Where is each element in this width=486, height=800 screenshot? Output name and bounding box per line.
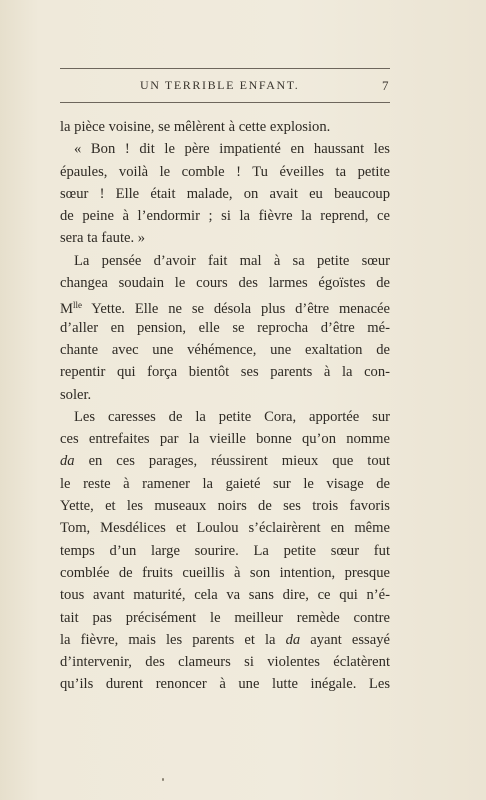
text-line — [60, 317, 390, 339]
italic-word: da — [60, 453, 75, 470]
text-line — [60, 294, 390, 316]
italic-word: da — [285, 631, 301, 648]
body-text — [60, 116, 390, 696]
text-line — [60, 607, 390, 629]
text-segment: épaules, voilà le comble ! Tu éveilles ta petite — [60, 163, 390, 180]
text-line — [60, 495, 390, 517]
text-segment: repentir qui força bientôt ses parents à la con- — [60, 364, 390, 381]
text-segment: comblée de fruits cueillis à son intention, presque — [60, 564, 390, 581]
text-line — [60, 540, 390, 562]
text-line — [60, 361, 390, 383]
text-segment: la pièce voisine, se mêlèrent à cette explosion. — [60, 119, 331, 135]
text-segment: en ces parages, réussirent mieux que tout — [74, 453, 390, 470]
text-line — [60, 428, 390, 450]
text-segment: d’aller en pension, elle se reprocha d’être mé- — [60, 319, 390, 336]
text-segment: Les caresses de la petite Cora, apportée sur — [74, 408, 390, 425]
running-head-title: UN TERRIBLE ENFANT. — [140, 78, 300, 92]
paper-speck — [162, 778, 164, 781]
text-line — [60, 161, 390, 183]
superscript-abbreviation: lle — [72, 300, 82, 311]
text-line — [60, 227, 390, 249]
text-segment: soler. — [60, 386, 92, 403]
text-line — [60, 116, 390, 138]
text-line — [60, 450, 390, 472]
text-line — [60, 673, 390, 695]
text-segment: tait pas précisément le meilleur remède contre — [60, 609, 390, 626]
text-segment: « Bon ! dit le père impatienté en haussant les — [74, 141, 390, 158]
text-segment: de peine à l’endormir ; si la fièvre la reprend, ce — [60, 208, 390, 225]
text-segment: M — [60, 301, 73, 318]
text-line — [60, 339, 390, 361]
text-line — [60, 562, 390, 584]
text-segment: sera ta faute. » — [60, 230, 146, 247]
text-line — [60, 517, 390, 539]
text-segment: d’intervenir, des clameurs si violentes éclatèrent — [60, 654, 390, 671]
text-segment: le reste à ramener la gaieté sur le visage de — [60, 475, 390, 492]
text-segment: ayant essayé — [300, 631, 390, 648]
text-segment: chante avec une véhémence, une exaltation de — [60, 341, 390, 358]
text-line — [60, 584, 390, 606]
text-line — [60, 384, 390, 406]
text-segment: changea soudain le cours des larmes égoïstes de — [60, 275, 390, 292]
header-bottom-rule — [60, 102, 390, 103]
text-segment: La pensée d’avoir fait mal à sa petite sœur — [74, 252, 390, 269]
header-top-rule — [60, 68, 390, 69]
text-segment: Yette, et les museaux noirs de ses trois favoris — [60, 498, 390, 515]
text-segment: sœur ! Elle était malade, on avait eu beaucoup — [60, 185, 390, 202]
text-line — [60, 250, 390, 272]
text-segment: la fièvre, mais les parents et la — [60, 631, 286, 648]
text-line — [60, 629, 390, 651]
text-segment: temps d’un large sourire. La petite sœur fut — [60, 542, 390, 559]
text-line — [60, 651, 390, 673]
text-line — [60, 205, 390, 227]
text-segment: ces entrefaites par la vieille bonne qu’on nomme — [60, 431, 390, 448]
text-line — [60, 272, 390, 294]
text-line — [60, 406, 390, 428]
text-segment: Tom, Mesdélices et Loulou s’éclairèrent en même — [60, 520, 390, 537]
text-line — [60, 473, 390, 495]
text-line — [60, 138, 390, 160]
text-line — [60, 183, 390, 205]
text-segment: Yette. Elle ne se désola plus d’être menacée — [81, 301, 390, 318]
text-segment: qu’ils durent renoncer à une lutte inégale. Les — [60, 676, 390, 693]
text-segment: tous avant maturité, cela va sans dire, ce qui n’é- — [60, 587, 390, 604]
page-number: 7 — [382, 78, 389, 93]
